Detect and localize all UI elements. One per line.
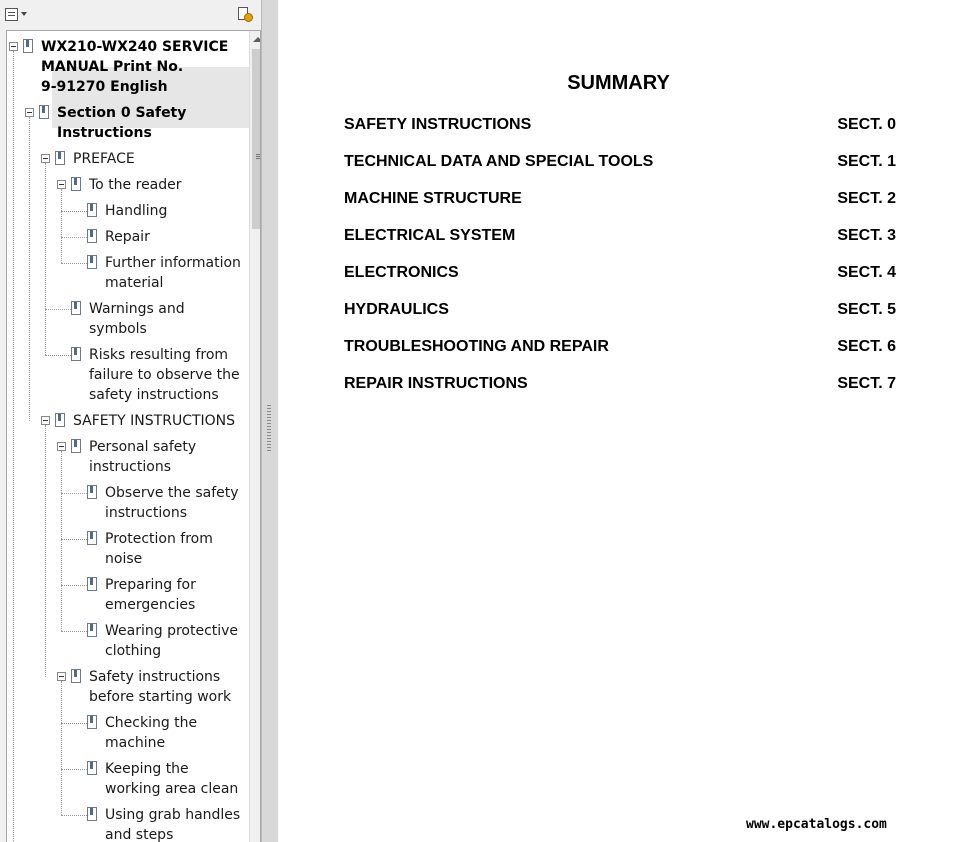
bookmark-icon (55, 151, 65, 165)
section-number: SECT. 1 (837, 153, 896, 170)
collapse-icon[interactable] (57, 442, 66, 451)
bookmark-label: Section 0 Safety (57, 105, 187, 121)
bookmark-icon (71, 347, 81, 361)
scrollbar-thumb[interactable] (252, 49, 261, 229)
options-menu-button[interactable] (5, 8, 27, 24)
bookmark-item[interactable] (7, 713, 247, 753)
bookmark-item[interactable] (7, 411, 247, 431)
section-name: TECHNICAL DATA AND SPECIAL TOOLS (344, 153, 654, 170)
bookmark-icon (87, 807, 97, 821)
section-name: ELECTRICAL SYSTEM (344, 227, 516, 244)
bookmark-icon (87, 203, 97, 217)
section-name: MACHINE STRUCTURE (344, 190, 522, 207)
bookmark-icon (87, 623, 97, 637)
section-name: HYDRAULICS (344, 301, 449, 318)
section-name: TROUBLESHOOTING AND REPAIR (344, 338, 609, 355)
bookmark-label: Personal safety (89, 439, 197, 455)
bookmark-label: before starting work (89, 689, 232, 705)
bookmark-label: and steps (105, 827, 174, 842)
bookmark-label: Warnings and (89, 301, 185, 317)
bookmark-label: To the reader (89, 177, 182, 193)
bookmark-label: instructions (105, 505, 187, 521)
summary-row (344, 338, 896, 360)
bookmark-label: WX210-WX240 SERVICE (41, 39, 229, 55)
bookmark-label: Safety instructions (89, 669, 221, 685)
section-number: SECT. 7 (837, 375, 896, 392)
bookmark-icon (87, 255, 97, 269)
bookmark-label: Keeping the (105, 761, 189, 777)
section-number: SECT. 0 (837, 116, 896, 133)
section-name: ELECTRONICS (344, 264, 459, 281)
bookmark-item[interactable] (7, 299, 247, 339)
bookmark-item[interactable] (7, 529, 247, 569)
bookmark-label: clothing (105, 643, 162, 659)
bookmark-item[interactable] (7, 37, 247, 97)
bookmark-item[interactable] (7, 227, 247, 247)
bookmark-icon (23, 39, 33, 53)
bookmark-icon (87, 531, 97, 545)
bookmark-label: Observe the safety (105, 485, 239, 501)
bookmark-item[interactable] (7, 575, 247, 615)
bookmark-icon (87, 577, 97, 591)
bookmark-label: Instructions (57, 125, 152, 141)
bookmarks-panel (0, 0, 266, 842)
bookmark-item[interactable] (7, 759, 247, 799)
bookmark-icon (55, 413, 65, 427)
bookmark-icon (87, 761, 97, 775)
summary-row (344, 116, 896, 138)
bookmark-icon (71, 669, 81, 683)
bookmark-label: machine (105, 735, 166, 751)
bookmark-label: working area clean (105, 781, 239, 797)
options-menu-icon (5, 8, 18, 21)
summary-row (344, 227, 896, 249)
scroll-up-icon[interactable] (253, 37, 261, 42)
bookmark-item[interactable] (7, 201, 247, 221)
bookmark-item[interactable] (7, 149, 247, 169)
bookmark-icon (39, 105, 49, 119)
page-title: SUMMARY (567, 72, 670, 94)
collapse-icon[interactable] (57, 672, 66, 681)
bookmark-item[interactable] (7, 103, 247, 143)
bookmark-tree (6, 30, 261, 842)
bookmark-label: 9-91270 English (41, 79, 168, 95)
summary-row (344, 264, 896, 286)
bookmark-label: Wearing protective (105, 623, 239, 639)
section-number: SECT. 3 (837, 227, 896, 244)
bookmark-item[interactable] (7, 345, 247, 405)
collapse-icon[interactable] (41, 154, 50, 163)
collapse-icon[interactable] (41, 416, 50, 425)
bookmark-icon (87, 229, 97, 243)
vertical-scrollbar[interactable] (249, 31, 261, 842)
collapse-icon[interactable] (57, 180, 66, 189)
panel-splitter[interactable] (261, 0, 278, 842)
bookmark-item[interactable] (7, 175, 247, 195)
new-bookmark-button[interactable] (237, 7, 253, 23)
collapse-icon[interactable] (9, 42, 18, 51)
splitter-grip-icon (267, 405, 271, 453)
bookmark-item[interactable] (7, 621, 247, 661)
bookmark-label: emergencies (105, 597, 196, 613)
bookmark-label: noise (105, 551, 143, 567)
bookmark-icon (71, 177, 81, 191)
section-number: SECT. 6 (837, 338, 896, 355)
bookmark-label: safety instructions (89, 387, 219, 403)
collapse-icon[interactable] (25, 108, 34, 117)
bookmark-icon (71, 439, 81, 453)
bookmark-label: Checking the (105, 715, 198, 731)
bookmark-item[interactable] (7, 667, 247, 707)
document-page (278, 0, 959, 842)
bookmark-label: Repair (105, 229, 150, 245)
section-number: SECT. 2 (837, 190, 896, 207)
footer-url: www.epcatalogs.com (746, 817, 887, 832)
bookmark-item[interactable] (7, 253, 247, 293)
chevron-down-icon (21, 12, 27, 16)
bookmark-label: Protection from (105, 531, 213, 547)
section-name: SAFETY INSTRUCTIONS (344, 116, 532, 133)
bookmark-label: failure to observe the (89, 367, 240, 383)
bookmark-icon (71, 301, 81, 315)
bookmark-label: Handling (105, 203, 168, 219)
section-number: SECT. 5 (837, 301, 896, 318)
bookmark-label: Using grab handles (105, 807, 241, 823)
bookmark-label: Preparing for (105, 577, 196, 593)
bookmark-item[interactable] (7, 437, 247, 477)
bookmark-label: PREFACE (73, 151, 135, 167)
bookmark-icon (87, 485, 97, 499)
bookmark-label: material (105, 275, 164, 291)
bookmark-label: SAFETY INSTRUCTIONS (73, 413, 236, 429)
section-name: REPAIR INSTRUCTIONS (344, 375, 528, 392)
summary-row (344, 190, 896, 212)
bookmark-label: symbols (89, 321, 147, 337)
bookmark-label: instructions (89, 459, 171, 475)
bookmark-label: MANUAL Print No. (41, 59, 184, 75)
summary-row (344, 301, 896, 323)
summary-row (344, 375, 896, 397)
bookmark-icon (87, 715, 97, 729)
bookmark-label: Further information (105, 255, 241, 271)
bookmark-item[interactable] (7, 805, 247, 842)
summary-row (344, 153, 896, 175)
bookmark-item[interactable] (7, 483, 247, 523)
section-number: SECT. 4 (837, 264, 896, 281)
bookmark-label: Risks resulting from (89, 347, 229, 363)
bookmarks-toolbar (0, 0, 266, 30)
